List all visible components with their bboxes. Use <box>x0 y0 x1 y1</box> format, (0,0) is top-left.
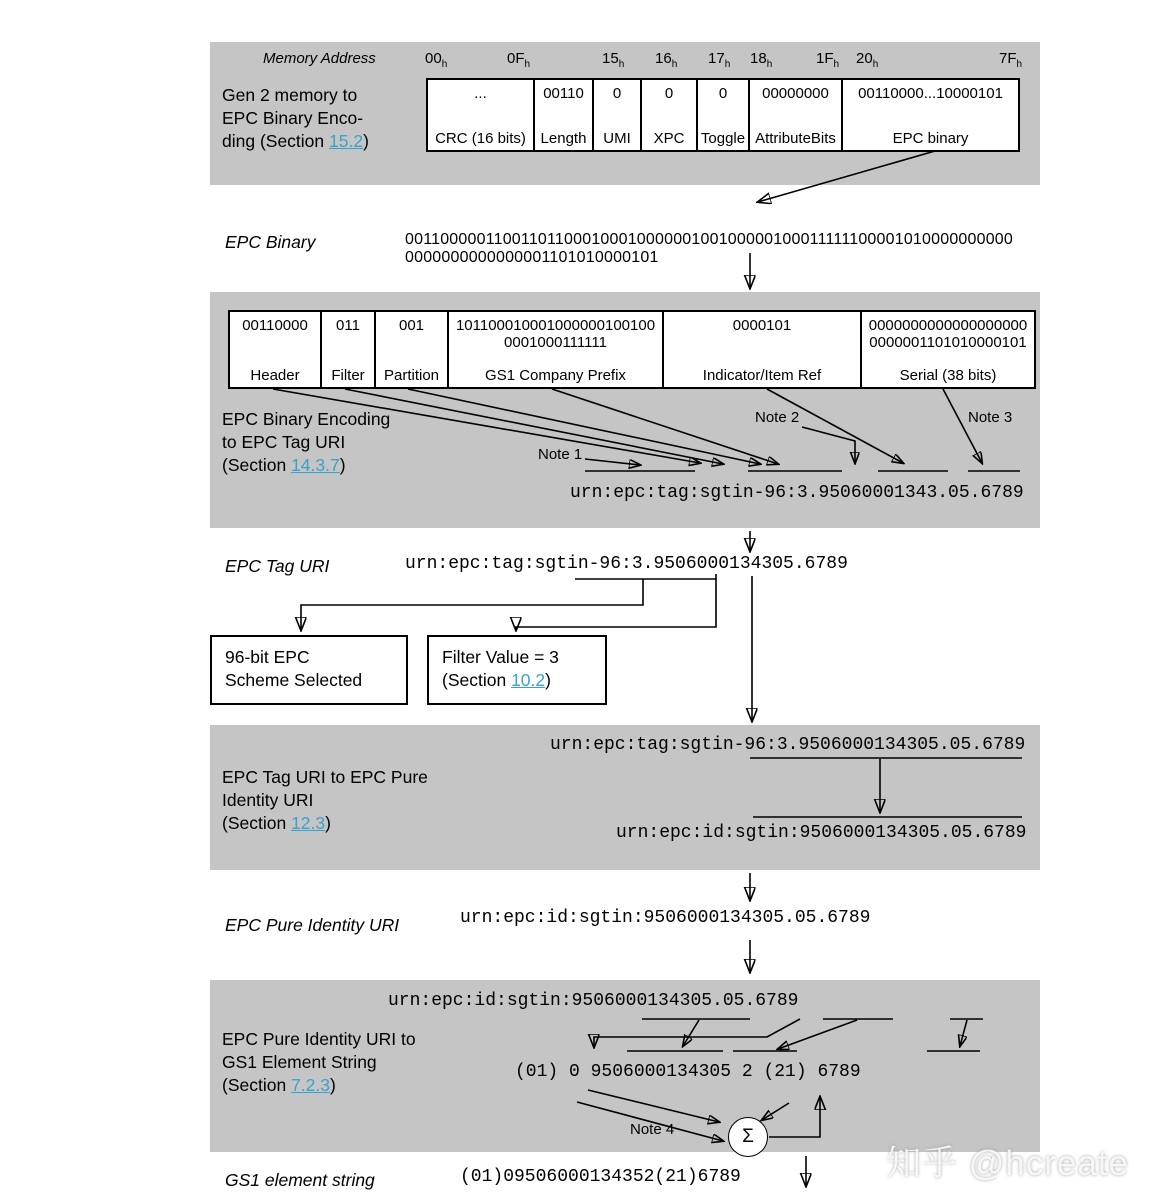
scheme-selected-box: 96-bit EPC Scheme Selected <box>210 635 408 705</box>
mem-addr-20h: $20_h$ <box>856 50 879 70</box>
tag-uri-raw: urn:epc:tag:sgtin-96:3.95060001343.05.6789 <box>570 483 1024 503</box>
binary-to-taguri-section-label: EPC Binary Encoding to EPC Tag URI (Section 14.3.7) <box>222 409 391 475</box>
note-4-label: Note 4 <box>630 1121 675 1138</box>
section-link-14-3-7[interactable]: 14.3.7 <box>291 455 340 475</box>
taguri-to-pureid-section-label: EPC Tag URI to EPC Pure Identity URI (Section 12.3) <box>222 767 428 833</box>
mem-addr-16h: $16_h$ <box>655 50 678 70</box>
mem-addr-7fh: $7F_h$ <box>999 50 1023 70</box>
epc-binary-value: 00110000011001101100010001000000100100000100011111100001010000000000 0000000000000001101010000101 <box>405 231 1014 266</box>
section-link-15-2[interactable]: 15.2 <box>329 131 364 151</box>
section-link-7-2-3[interactable]: 7.2.3 <box>291 1075 330 1095</box>
cell-xpc: 0 XPC <box>640 80 696 150</box>
cell-company-prefix: 101100010001000000100100 0001000111111 GS1 Company Prefix <box>447 312 662 387</box>
memory-address-title: Memory Address <box>263 50 376 67</box>
gen2-memory-table <box>426 78 1020 152</box>
gs1-element-string-label: GS1 element string <box>225 1170 375 1190</box>
mem-addr-00h: $00_h$ <box>425 50 448 70</box>
cell-serial: 0000000000000000000 0000001101010000101 Serial (38 bits) <box>860 312 1034 387</box>
mem-addr-0fh: $0F_h$ <box>507 50 531 70</box>
cell-header: 00110000 Header <box>242 317 308 384</box>
epc-pure-identity-label: EPC Pure Identity URI <box>225 915 400 935</box>
mem-addr-15h: $15_h$ <box>602 50 625 70</box>
epc-binary-fields-table <box>228 310 1036 389</box>
note-2-label: Note 2 <box>755 409 800 426</box>
cell-partition: 001 Partition <box>374 312 447 387</box>
cell-crc: ... CRC (16 bits) <box>435 85 526 147</box>
pureid-to-gs1-section-label: EPC Pure Identity URI to GS1 Element String (Section 7.2.3) <box>222 1029 416 1095</box>
gs1-element-string-value: (01)09506000134352(21)6789 <box>460 1167 741 1187</box>
cell-filter: 011 Filter <box>320 312 374 387</box>
note-1-label: Note 1 <box>538 446 583 463</box>
mem-addr-1fh: $1F_h$ <box>816 50 840 70</box>
epc-pure-identity-value: urn:epc:id:sgtin:9506000134305.05.6789 <box>460 908 871 928</box>
epc-binary-label: EPC Binary <box>225 232 316 252</box>
gs1-parts-value: (01) 0 9506000134305 2 (21) 6789 <box>515 1062 861 1082</box>
mem-addr-17h: $17_h$ <box>708 50 731 70</box>
taguri-top-value: urn:epc:tag:sgtin-96:3.9506000134305.05.6789 <box>550 735 1026 755</box>
note-3-label: Note 3 <box>968 409 1013 426</box>
cell-umi: 0 UMI <box>592 80 640 150</box>
section-link-10-2[interactable]: 10.2 <box>511 670 546 690</box>
sigma-sum-node <box>728 1117 768 1157</box>
pureid-top-value: urn:epc:id:sgtin:9506000134305.05.6789 <box>388 991 799 1011</box>
cell-attributebits: 00000000 AttributeBits <box>748 80 841 150</box>
cell-epc-binary: 00110000...10000101 EPC binary <box>841 80 1018 150</box>
cell-indicator-itemref: 0000101 Indicator/Item Ref <box>662 312 860 387</box>
gen2-section-label: Gen 2 memory to EPC Binary Enco- ding (Section 15.2) <box>222 85 369 151</box>
cell-toggle: 0 Toggle <box>696 80 748 150</box>
cell-length: 00110 Length <box>533 80 592 150</box>
sigma-symbol: Σ <box>742 1126 754 1147</box>
pureid-bottom-value: urn:epc:id:sgtin:9506000134305.05.6789 <box>616 823 1027 843</box>
epc-tag-uri-label: EPC Tag URI <box>225 556 330 576</box>
section-link-12-3[interactable]: 12.3 <box>291 813 326 833</box>
epc-tag-uri-value: urn:epc:tag:sgtin-96:3.9506000134305.6789 <box>405 554 848 574</box>
filter-value-box: Filter Value = 3 (Section 10.2) <box>427 635 607 705</box>
mem-addr-18h: $18_h$ <box>750 50 773 70</box>
watermark: 知乎 @hcreate <box>886 1144 1129 1183</box>
